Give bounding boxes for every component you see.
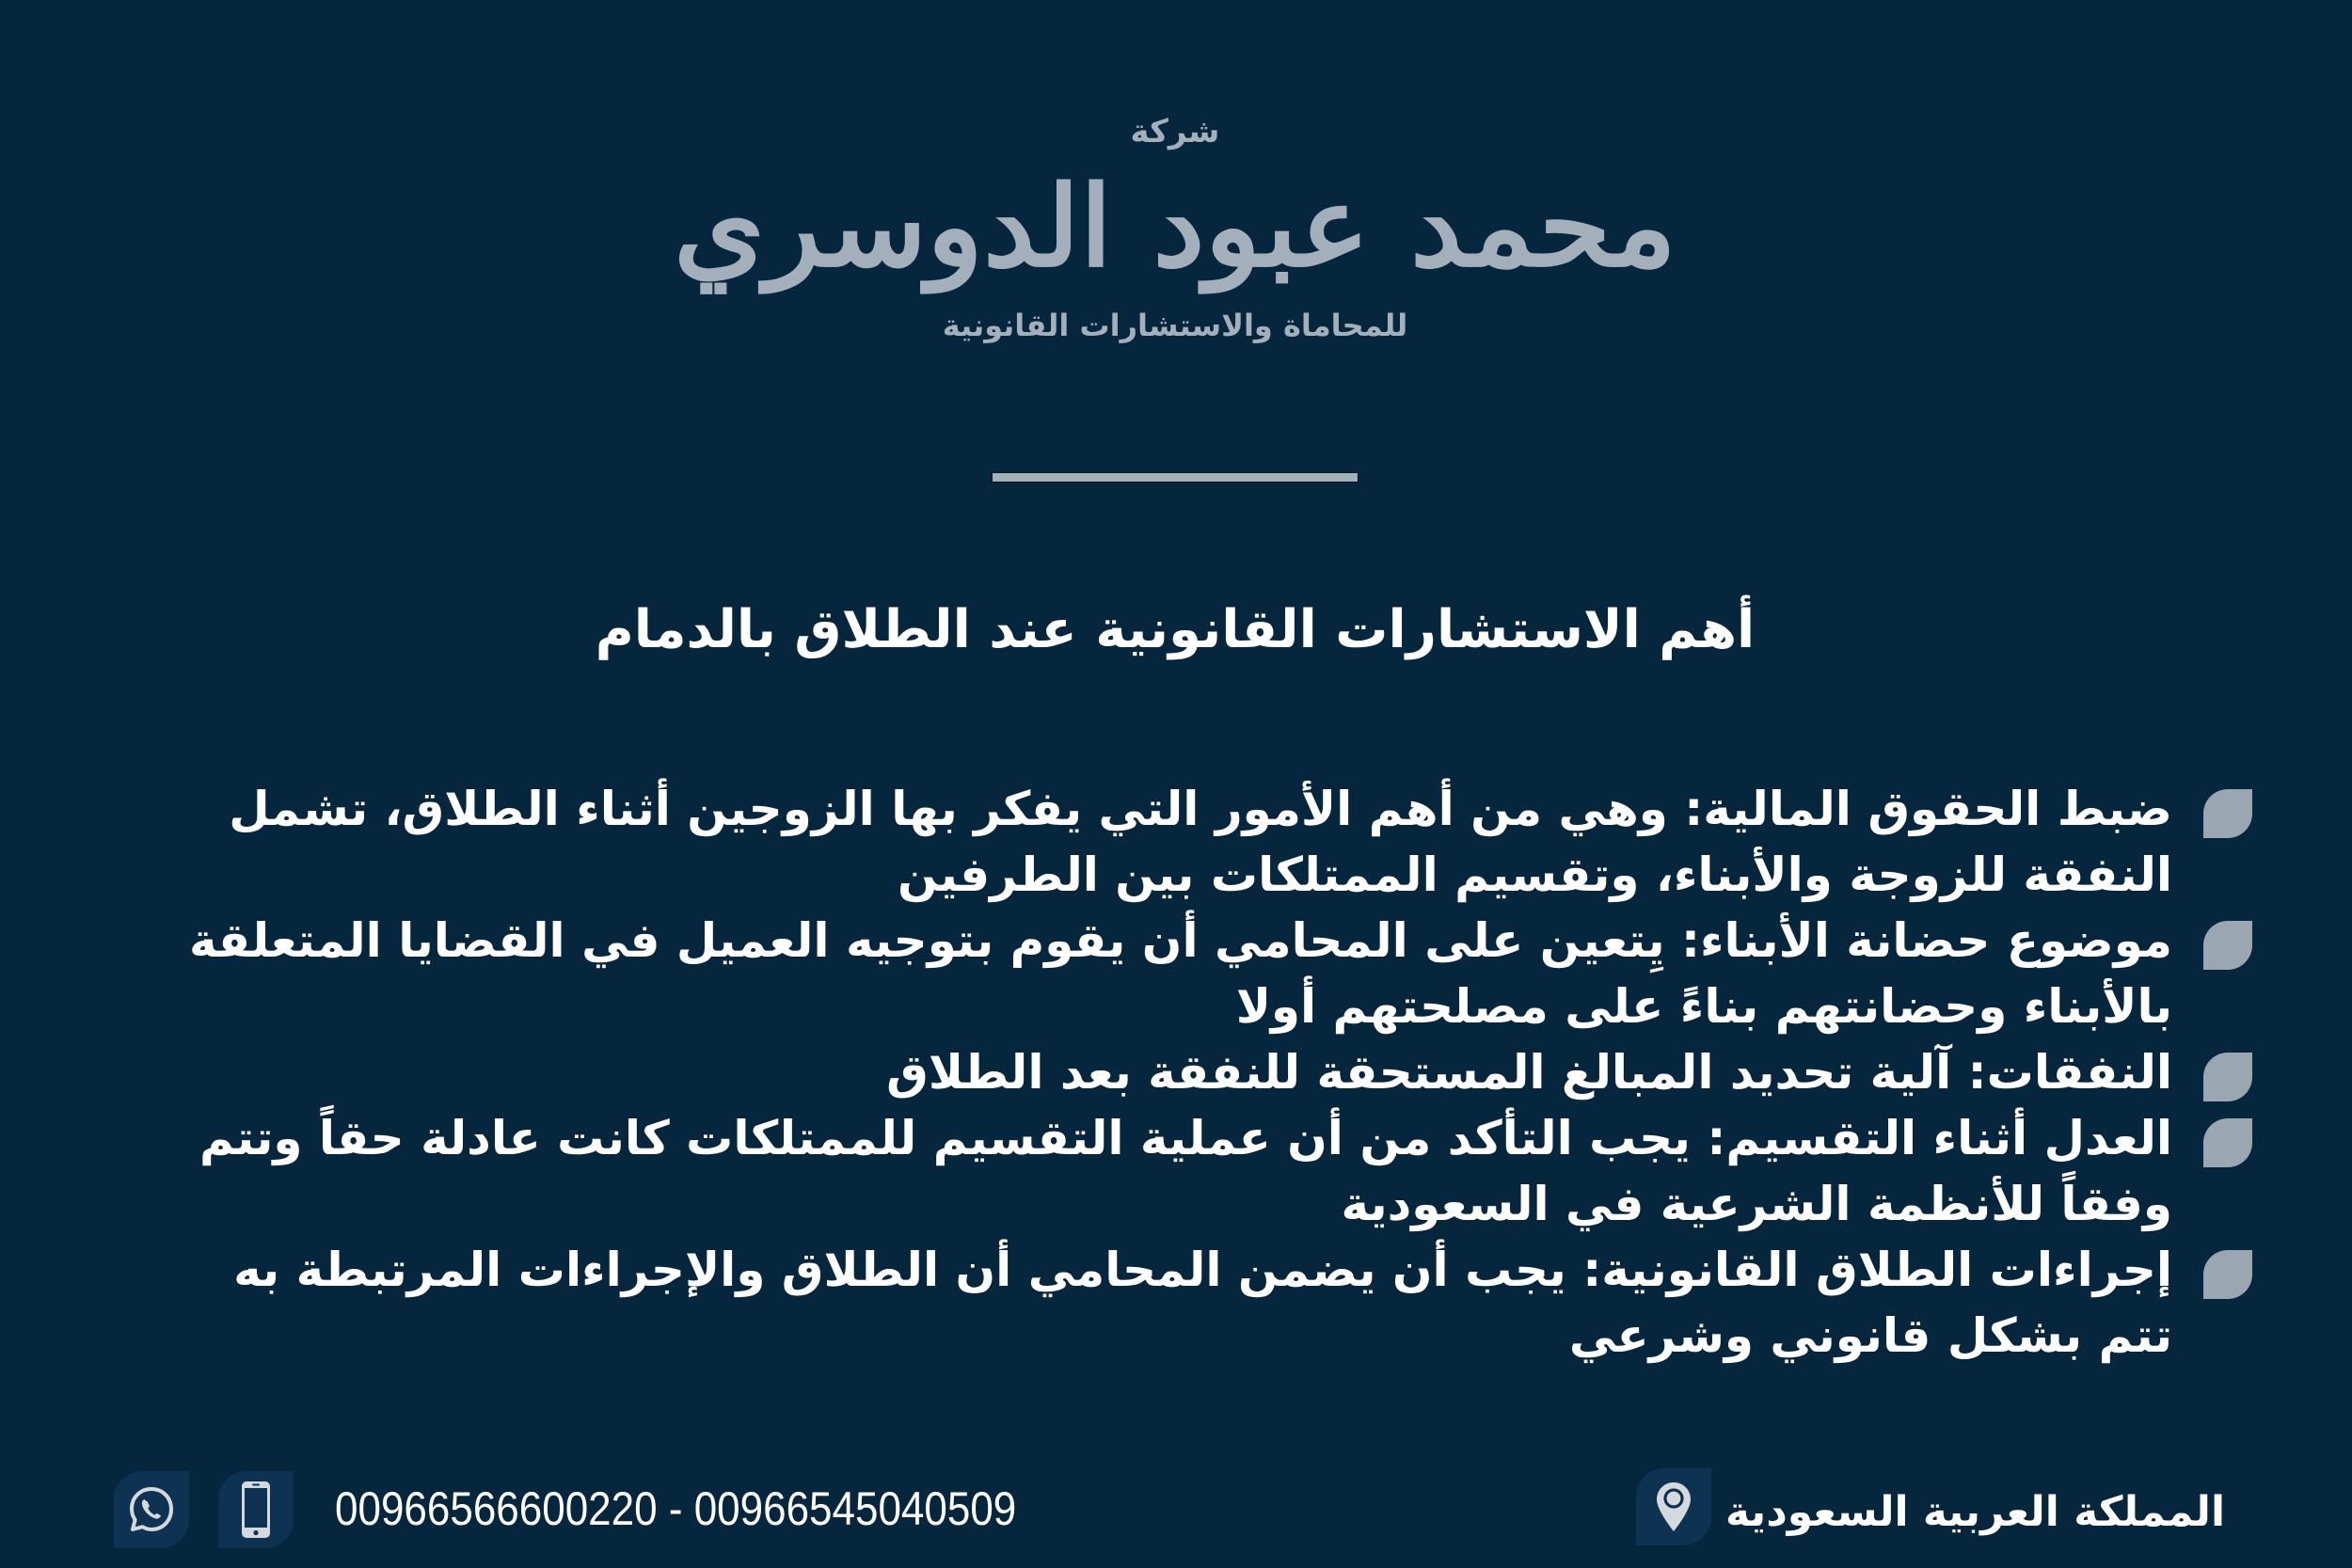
list-item bbox=[146, 908, 2253, 1039]
leaf-bullet-icon bbox=[2204, 1118, 2253, 1167]
whatsapp-icon bbox=[129, 1485, 176, 1534]
list-item bbox=[146, 1039, 2253, 1105]
whatsapp-button[interactable] bbox=[115, 1471, 190, 1548]
list-item bbox=[146, 1237, 2253, 1369]
company-logo bbox=[0, 113, 2352, 346]
map-pin-icon bbox=[1656, 1481, 1693, 1533]
list-item-text: إجراءات الطلاق القانونية: يجب أن يضمن المحامي أن الطلاق والإجراءات المرتبطة به تتم بشكل قانوني وشرعي bbox=[234, 1243, 2173, 1363]
leaf-bullet-icon bbox=[2204, 1053, 2253, 1101]
location-text: المملكة العربية السعودية bbox=[1726, 1488, 2227, 1536]
list-item-text: العدل أثناء التقسيم: يجب التأكد من أن عملية التقسيم للممتلكات كانت عادلة حقاً وتتم وفقاً للأنظمة الشرعية في السعودية bbox=[200, 1111, 2173, 1231]
contact-footer bbox=[0, 1467, 2352, 1552]
leaf-bullet-icon bbox=[2204, 921, 2253, 970]
mobile-phone-icon bbox=[241, 1480, 273, 1540]
phone-numbers[interactable]: 00966566600220 - 00966545040509 bbox=[336, 1482, 1018, 1535]
list-item bbox=[146, 1105, 2253, 1237]
list-item-text: موضوع حضانة الأبناء: يِتعين على المحامي أن يقوم بتوجيه العميل في القضايا المتعلقة بالأبناء وحضانتهم بناءً على مصلحتهم أولا bbox=[190, 913, 2173, 1034]
page-title: أهم الاستشارات القانونية عند الطلاق بالدمام bbox=[596, 599, 1756, 660]
list-item-text: النفقات: آلية تحديد المبالغ المستحقة للنفقة بعد الطلاق bbox=[887, 1045, 2173, 1100]
logo-tagline: للمحاماة والاستشارات القانونية bbox=[943, 308, 1409, 343]
leaf-bullet-icon bbox=[2204, 1250, 2253, 1299]
list-item bbox=[146, 776, 2253, 908]
list-item-text: ضبط الحقوق المالية: وهي من أهم الأمور التي يفكر بها الزوجين أثناء الطلاق، تشمل النفقة للزوجة والأبناء، وتقسيم الممتلكات بين الطرفين bbox=[230, 782, 2173, 902]
consultations-list bbox=[146, 776, 2253, 1369]
phone-button[interactable] bbox=[219, 1471, 294, 1548]
logo-company-word: شركة bbox=[1131, 113, 1221, 150]
leaf-bullet-icon bbox=[2204, 789, 2253, 838]
divider bbox=[993, 472, 1359, 483]
location-button[interactable] bbox=[1637, 1468, 1712, 1545]
logo-company-name: محمد عبود الدوسري bbox=[675, 161, 1677, 292]
